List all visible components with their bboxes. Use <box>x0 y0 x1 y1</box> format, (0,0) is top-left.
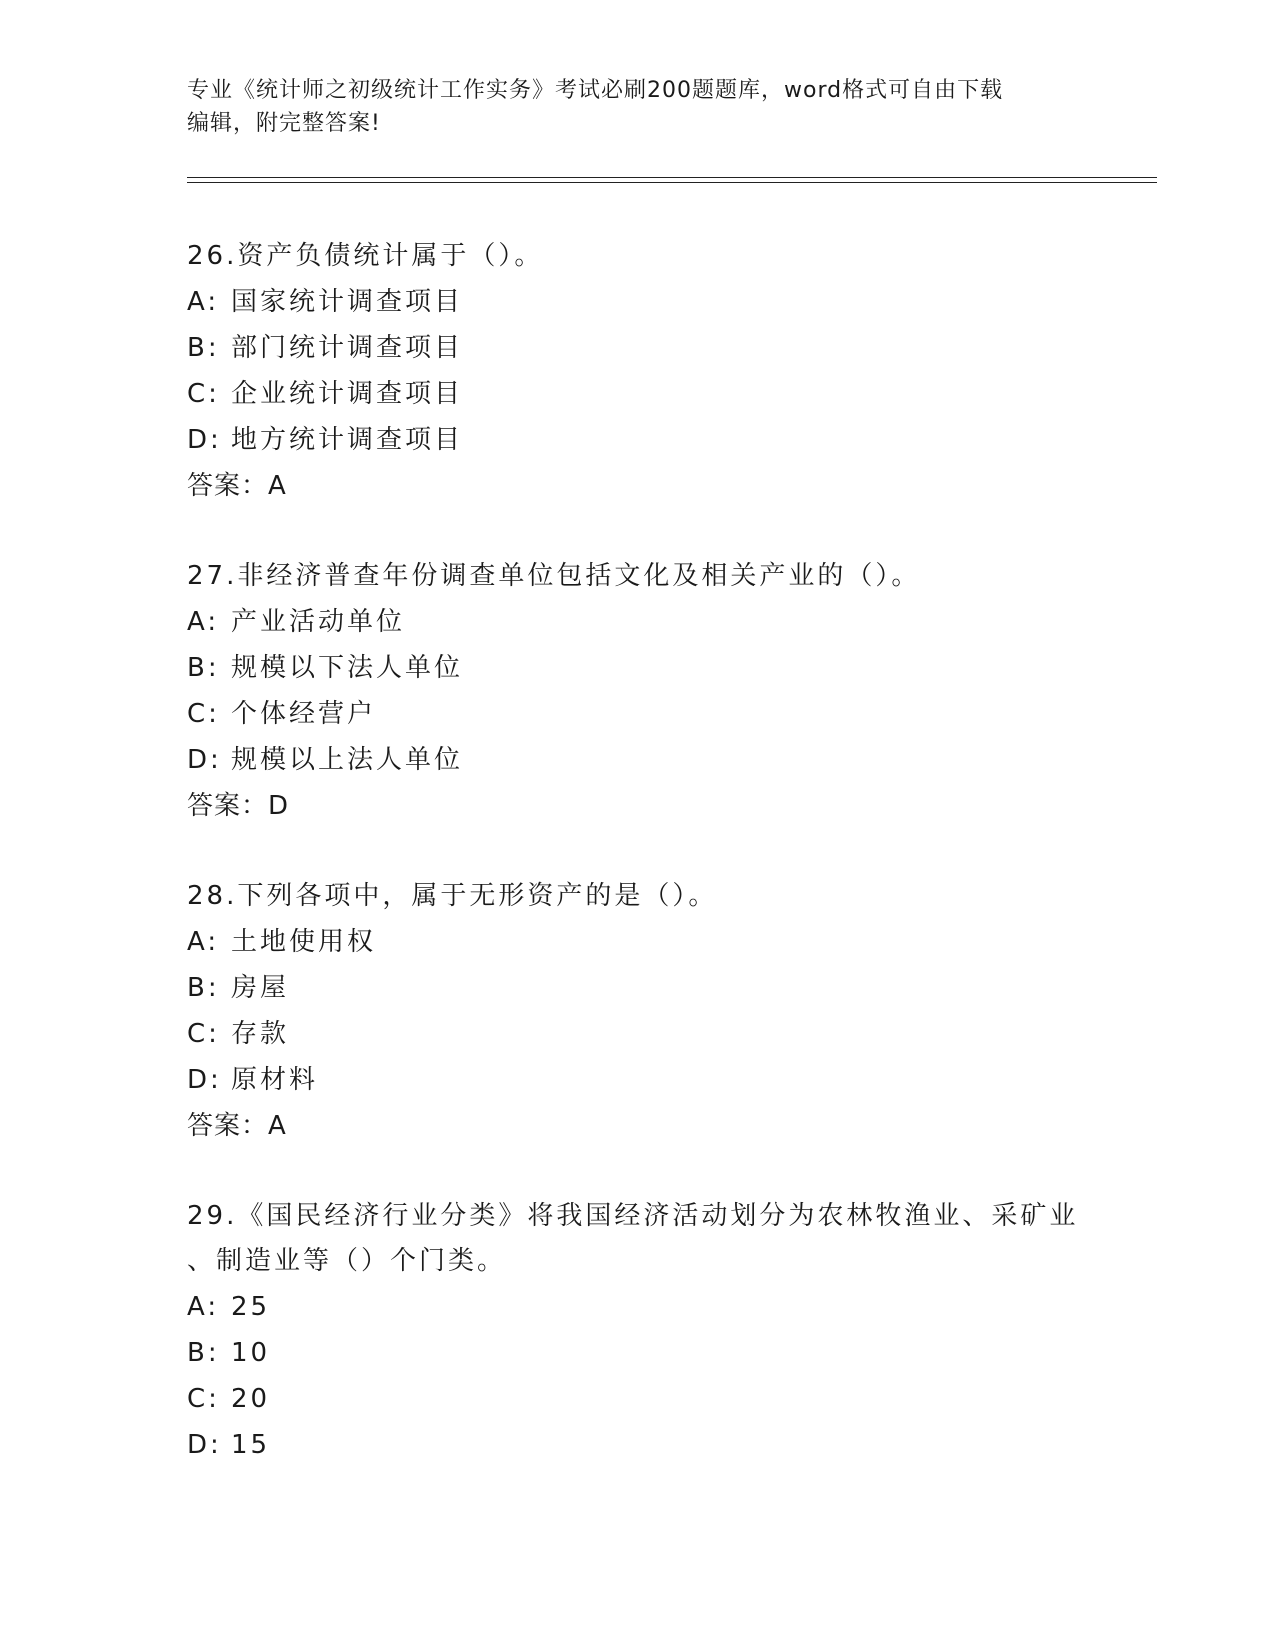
option-key: A: <box>187 607 220 637</box>
document-header <box>187 74 1067 140</box>
question-27 <box>187 554 1087 829</box>
question-stem: 26.资产负债统计属于（）。 <box>187 241 544 271</box>
option-text: 规模以上法人单位 <box>231 745 464 775</box>
option-key: D: <box>187 1065 222 1095</box>
option-text: 部门统计调查项目 <box>231 333 464 363</box>
option-key: C: <box>187 1384 220 1414</box>
question-26 <box>187 234 1087 509</box>
option-key: B: <box>187 973 220 1003</box>
question-29 <box>187 1194 1087 1468</box>
header-intro-line-1: 专业《统计师之初级统计工作实务》考试必刷200题题库，word格式可自由下载 <box>187 78 1004 103</box>
header-divider-top <box>187 177 1157 178</box>
option-key: C: <box>187 1019 220 1049</box>
option-b <box>187 325 1087 371</box>
question-stem: 28.下列各项中，属于无形资产的是（）。 <box>187 881 718 911</box>
option-a <box>187 279 1087 325</box>
option-b <box>187 645 1087 691</box>
option-text: 15 <box>231 1430 271 1460</box>
option-a <box>187 599 1087 645</box>
option-c <box>187 371 1087 417</box>
question-stem: 27.非经济普查年份调查单位包括文化及相关产业的（）。 <box>187 561 921 591</box>
option-d <box>187 417 1087 463</box>
option-text: 存款 <box>231 1019 290 1049</box>
option-text: 房屋 <box>231 973 290 1003</box>
question-28 <box>187 874 1087 1149</box>
answer-line: 答案：A <box>187 1111 287 1141</box>
option-key: C: <box>187 699 220 729</box>
option-c <box>187 1011 1087 1057</box>
option-c <box>187 691 1087 737</box>
option-d <box>187 737 1087 783</box>
question-stem-line-1: 29.《国民经济行业分类》将我国经济活动划分为农林牧渔业、采矿业 <box>187 1201 1079 1231</box>
option-key: B: <box>187 333 220 363</box>
option-text: 原材料 <box>231 1065 319 1095</box>
option-c <box>187 1376 1087 1422</box>
option-text: 产业活动单位 <box>231 607 406 637</box>
option-text: 地方统计调查项目 <box>231 425 464 455</box>
option-key: B: <box>187 1338 220 1368</box>
option-text: 企业统计调查项目 <box>231 379 464 409</box>
option-key: D: <box>187 745 222 775</box>
question-stem-line-2: 、制造业等（）个门类。 <box>187 1246 507 1276</box>
answer-line: 答案：D <box>187 791 290 821</box>
option-b <box>187 965 1087 1011</box>
option-key: D: <box>187 425 222 455</box>
option-a <box>187 919 1087 965</box>
option-d <box>187 1057 1087 1103</box>
header-intro-line-2: 编辑，附完整答案! <box>187 111 381 136</box>
option-text: 20 <box>231 1384 271 1414</box>
option-text: 土地使用权 <box>231 927 377 957</box>
option-a <box>187 1284 1087 1330</box>
option-key: A: <box>187 287 220 317</box>
option-key: A: <box>187 1292 220 1322</box>
header-divider-bottom <box>187 182 1157 183</box>
option-d <box>187 1422 1087 1468</box>
option-text: 10 <box>231 1338 271 1368</box>
option-b <box>187 1330 1087 1376</box>
option-key: C: <box>187 379 220 409</box>
answer-line: 答案：A <box>187 471 287 501</box>
option-text: 国家统计调查项目 <box>231 287 464 317</box>
option-text: 25 <box>231 1292 271 1322</box>
option-key: D: <box>187 1430 222 1460</box>
option-key: A: <box>187 927 220 957</box>
option-text: 规模以下法人单位 <box>231 653 464 683</box>
option-text: 个体经营户 <box>231 699 377 729</box>
option-key: B: <box>187 653 220 683</box>
